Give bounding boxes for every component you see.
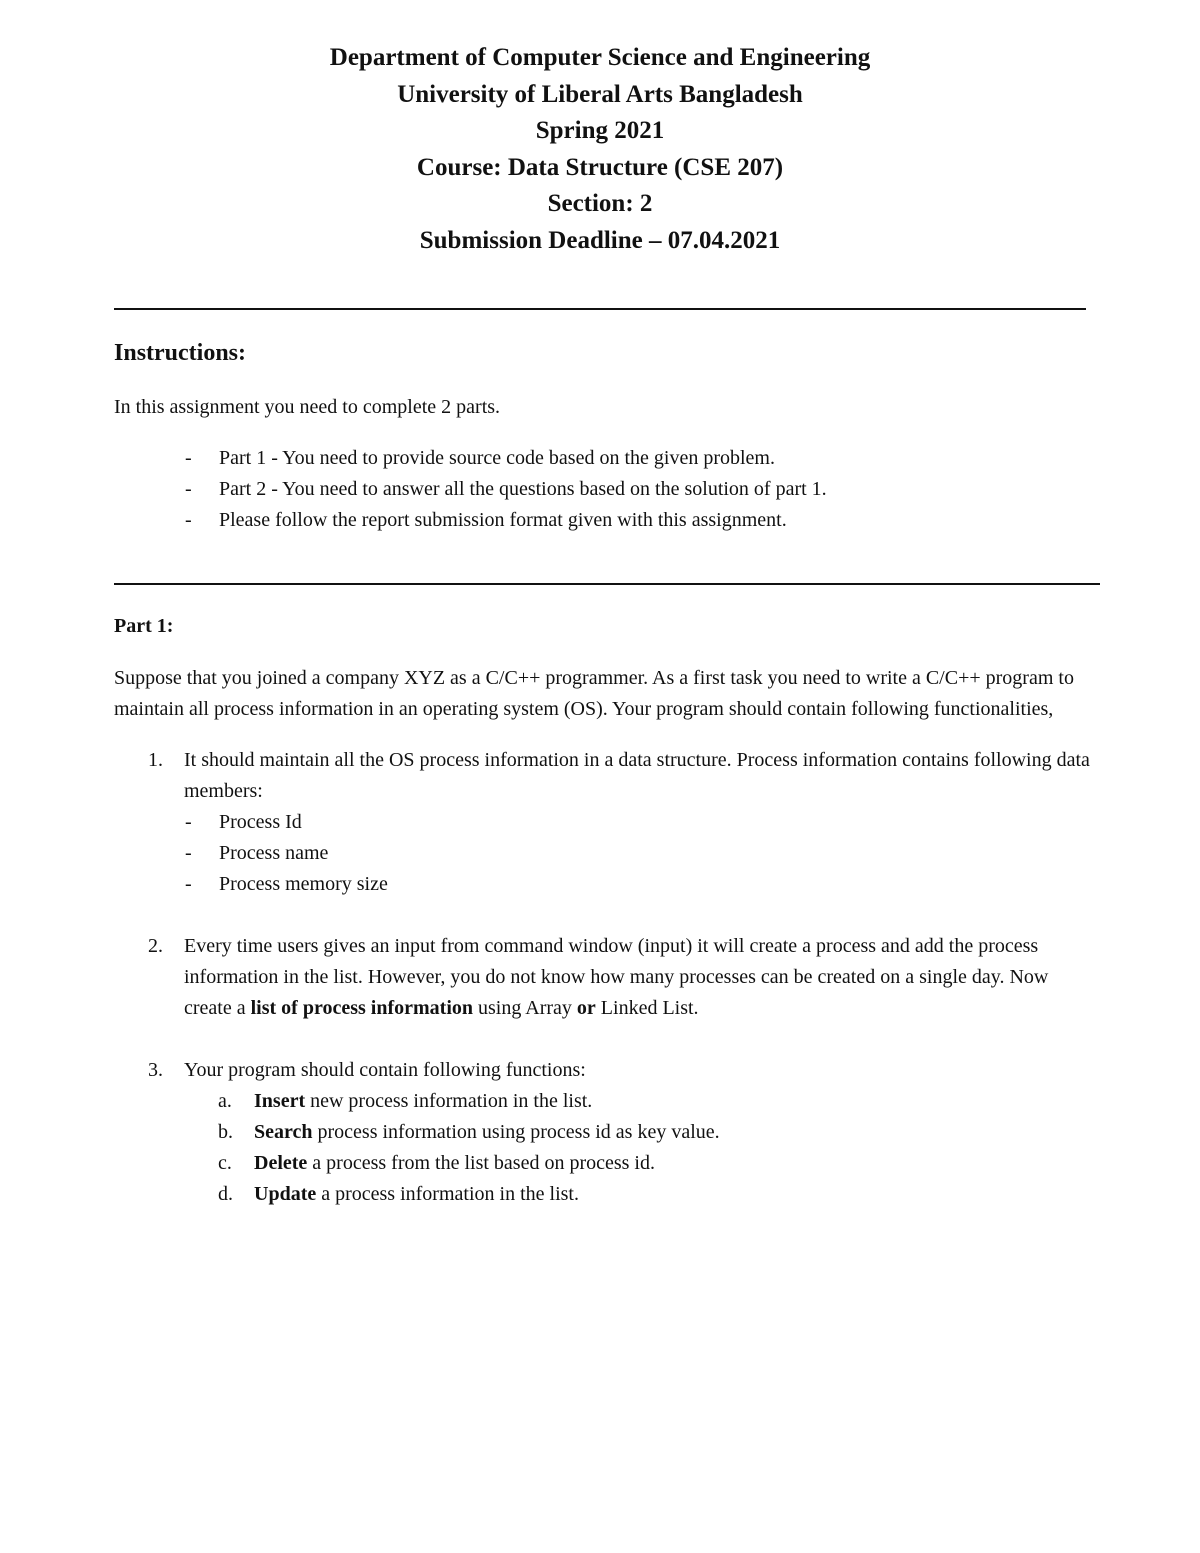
instructions-intro: In this assignment you need to complete 2 parts.	[114, 396, 501, 418]
divider-line	[114, 308, 1086, 310]
dash-bullet: -	[185, 873, 192, 895]
department-title: Department of Computer Science and Engineering	[329, 44, 871, 71]
requirements-list	[114, 745, 1094, 1210]
dash-bullet: -	[185, 478, 192, 500]
course-title: Course: Data Structure (CSE 207)	[416, 153, 784, 181]
requirement-text: It should maintain all the OS process information in a data structure. Process information contains following data members:	[184, 749, 1090, 802]
requirement-item-2	[114, 931, 1094, 1024]
requirement-text: Your program should contain following functions:	[184, 1059, 586, 1081]
dash-bullet: -	[185, 842, 192, 864]
dash-bullet: -	[185, 509, 192, 531]
list-item: c. Delete a process from the list based on process id.	[218, 1152, 655, 1174]
part1-heading: Part 1:	[114, 615, 174, 637]
submission-deadline: Submission Deadline – 07.04.2021	[419, 226, 781, 254]
list-item: a. Insert new process information in the list.	[218, 1090, 593, 1112]
list-item: - Process memory size	[184, 869, 1094, 900]
section-number: Section: 2	[547, 190, 653, 217]
item-number: 3.	[148, 1059, 163, 1081]
list-item: - Part 2 - You need to answer all the questions based on the solution of part 1.	[114, 474, 1094, 505]
document-header	[0, 40, 1200, 259]
requirement-text: Every time users gives an input from command window (input) it will create a process and add the process information in the list. However, you do not know how many processes can be created on a single day. Now create a list of process information using Array or Linked List.	[184, 935, 1049, 1019]
dash-bullet: -	[185, 811, 192, 833]
divider-line	[114, 583, 1100, 585]
university-name: University of Liberal Arts Bangladesh	[397, 80, 803, 108]
part1-intro: Suppose that you joined a company XYZ as a C/C++ programmer. As a first task you need to write a C/C++ program to maintain all process information in an operating system (OS). Your program should contain following functionalities,	[114, 667, 1074, 720]
instructions-section	[114, 338, 1094, 536]
list-item: - Process Id	[184, 807, 1094, 838]
list-item: - Part 1 - You need to provide source code based on the given problem.	[114, 443, 1094, 474]
list-item: - Please follow the report submission format given with this assignment.	[114, 505, 1094, 536]
functions-list	[184, 1086, 1094, 1210]
part1-section	[114, 611, 1094, 1210]
data-members-list	[184, 807, 1094, 900]
requirement-item-1	[114, 745, 1094, 900]
instructions-heading: Instructions:	[114, 340, 247, 366]
list-item: d. Update a process information in the list.	[218, 1183, 579, 1205]
semester: Spring 2021	[535, 117, 665, 144]
item-number: 1.	[148, 749, 163, 771]
list-item: b. Search process information using process id as key value.	[218, 1121, 720, 1143]
item-number: 2.	[148, 935, 163, 957]
list-item: - Process name	[184, 838, 1094, 869]
requirement-item-3	[114, 1055, 1094, 1210]
instructions-list	[114, 443, 1094, 536]
dash-bullet: -	[185, 447, 192, 469]
